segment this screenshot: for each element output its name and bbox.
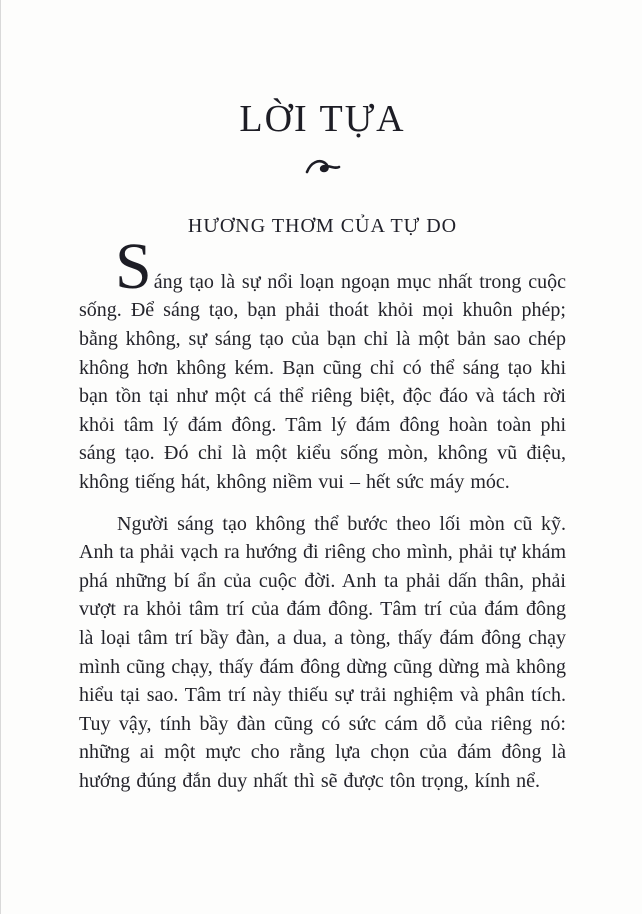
body-text [79,229,566,796]
fleuron-ornament-icon [304,166,342,183]
paragraph-2-text: Người sáng tạo không thể bước theo lối mòn cũ kỹ. Anh ta phải vạch ra hướng đi riêng cho mình, phải tự khám phá những bí ẩn của cuộc đời. Anh ta phải dấn thân, phải vượt ra khỏi tâm trí của đám đông. Tâm trí của đám đông là loại tâm trí bầy đàn, a dua, a tòng, thấy đám đông chạy mình cũng chạy, thấy đám đông dừng cũng dừng mà không hiểu tại sao. Tâm trí này thiếu sự trải nghiệm và phân tích. Tuy vậy, tính bầy đàn cũng có sức cám dỗ của riêng nó: những ai một mực cho rằng lựa chọn của đám đông là hướng đúng đắn duy nhất thì sẽ được tôn trọng, kính nể. [79,512,566,792]
ornament-row [79,155,566,179]
paragraph-2 [79,510,566,796]
paragraph-1-text: áng tạo là sự nổi loạn ngoạn mục nhất trong cuộc sống. Để sáng tạo, bạn phải thoát khỏi mọi khuôn phép; bằng không, sự sáng tạo của bạn chỉ là một bản sao chép không hơn không kém. Bạn cũng chỉ có thể sáng tạo khi bạn tồn tại như một cá thể riêng biệt, độc đáo và tách rời khỏi tâm lý đám đông. Tâm lý đám đông hoàn toàn phi sáng tạo. Đó chỉ là một kiểu sống mòn, không vũ điệu, không tiếng hát, không niềm vui – hết sức máy móc. [79,270,566,494]
initial-drop-cap: S [115,229,152,303]
chapter-title: LỜI TỰA [239,98,406,140]
section-heading: HƯƠNG THƠM CỦA TỰ DO [187,214,458,237]
paragraph-1 [79,229,566,497]
